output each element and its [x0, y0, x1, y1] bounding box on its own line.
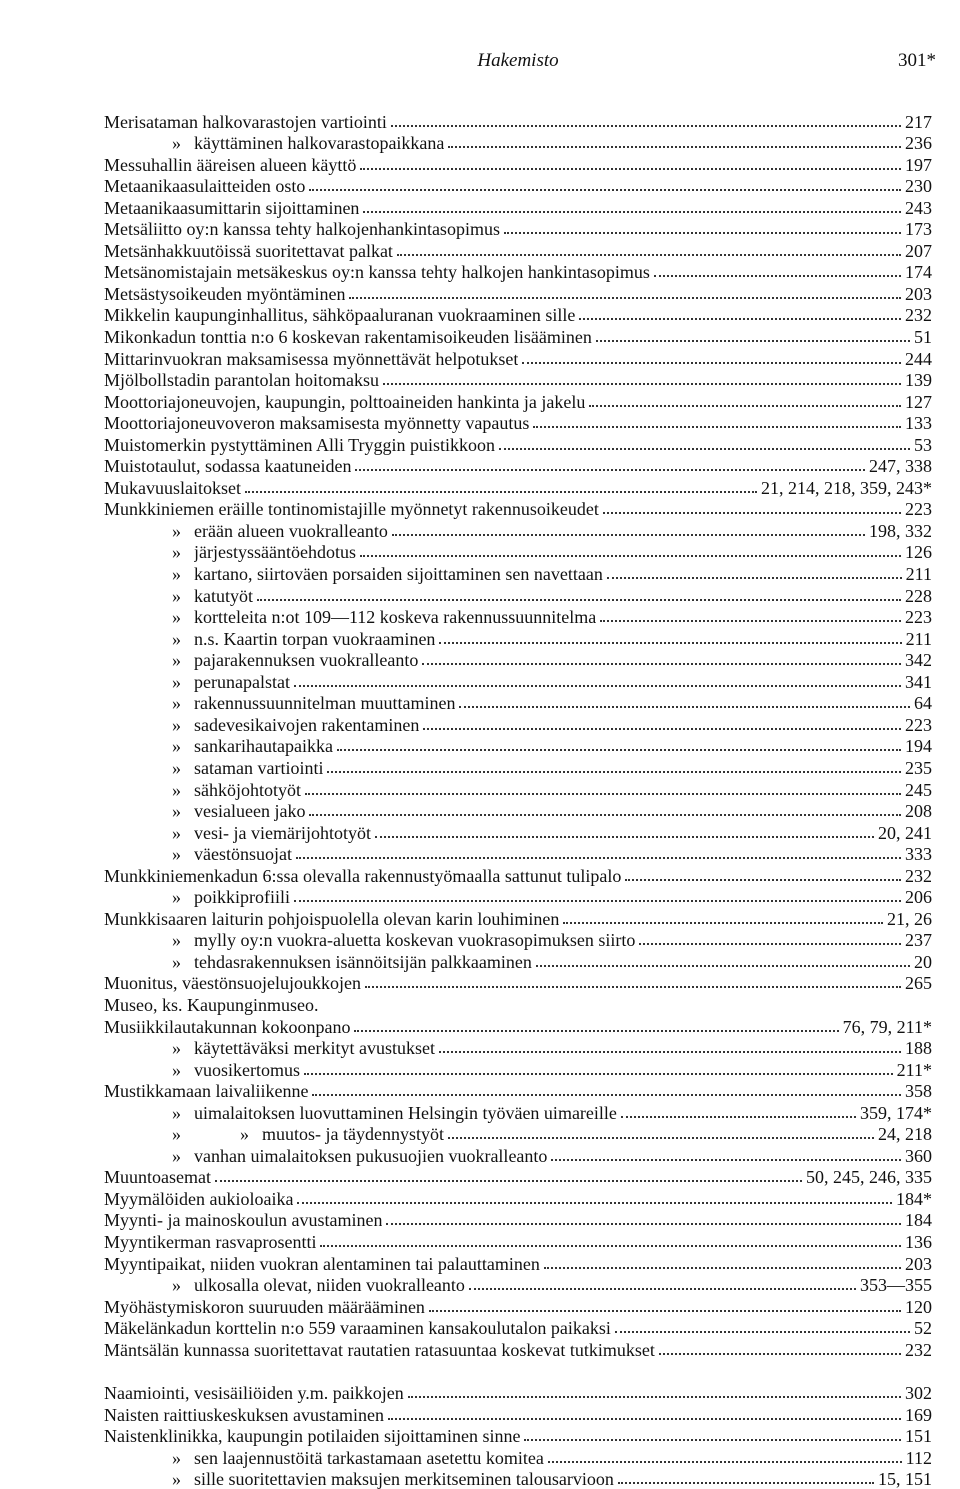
entry-text: Metsäliitto oy:n kanssa tehty halkojenhankintasopimus — [104, 219, 500, 240]
entry-text: muutos- ja täydennystyöt — [262, 1124, 444, 1145]
entry-text: Metaanikaasumittarin sijoittaminen — [104, 197, 360, 218]
ditto-mark: » — [172, 951, 181, 972]
dot-leader — [536, 965, 910, 967]
index-entry — [104, 132, 932, 154]
index-entry — [104, 1468, 932, 1489]
index-entry — [104, 972, 932, 994]
index-entry — [104, 584, 932, 606]
dot-leader — [429, 1310, 901, 1312]
dot-leader — [305, 793, 901, 795]
entry-pages: 232 — [905, 1339, 932, 1360]
entry-pages: 207 — [905, 240, 932, 261]
entry-pages: 236 — [905, 133, 932, 154]
entry-text: Mittarinvuokran maksamisessa myönnettävät helpotukset — [104, 348, 519, 369]
dot-leader — [579, 318, 901, 320]
index-entry — [104, 390, 932, 412]
entry-text: Myymälöiden aukioloaika — [104, 1188, 294, 1209]
entry-text: sataman vartiointi — [194, 757, 324, 778]
entry-pages: 50, 245, 246, 335 — [806, 1167, 932, 1188]
index-entry — [104, 821, 932, 843]
index-entry — [104, 1446, 932, 1468]
entry-text: sankarihautapaikka — [194, 736, 333, 757]
entry-pages: 184* — [896, 1188, 932, 1209]
entry-text: pajarakennuksen vuokralleanto — [194, 650, 419, 671]
index-entry — [104, 541, 932, 563]
index-entry — [104, 175, 932, 197]
dot-leader — [422, 663, 901, 665]
dot-leader — [365, 986, 901, 988]
index-entry — [104, 239, 932, 261]
entry-pages: 64 — [914, 693, 932, 714]
index-entry — [104, 649, 932, 671]
ditto-mark: » — [172, 757, 181, 778]
index-entry — [104, 1015, 932, 1037]
dot-leader — [215, 1180, 802, 1182]
entry-pages: 245 — [905, 779, 932, 800]
index-entry — [104, 713, 932, 735]
index-entry — [104, 950, 932, 972]
dot-leader — [304, 1073, 893, 1075]
dot-leader — [388, 1418, 901, 1420]
dot-leader — [383, 383, 901, 385]
index-entry — [104, 369, 932, 391]
entry-text: erään alueen vuokralleanto — [194, 520, 388, 541]
entry-text: tehdasrakennuksen isännöitsijän palkkaaminen — [194, 951, 532, 972]
ditto-mark: » — [172, 887, 181, 908]
index-entry — [104, 1101, 932, 1123]
dot-leader — [659, 1353, 901, 1355]
entry-text: Myyntikerman rasvaprosentti — [104, 1231, 317, 1252]
entry-pages: 230 — [905, 176, 932, 197]
index-entry — [104, 455, 932, 477]
entry-pages: 112 — [905, 1447, 932, 1468]
dot-leader — [296, 857, 901, 859]
entry-pages: 21, 26 — [887, 908, 932, 929]
ditto-mark: » — [172, 1275, 181, 1296]
entry-text: Metsänomistajain metsäkeskus oy:n kanssa tehty halkojen hankintasopimus — [104, 262, 650, 283]
index-entry — [104, 1425, 932, 1447]
entry-pages: 223 — [905, 499, 932, 520]
dot-leader — [257, 599, 901, 601]
entry-text: Mjölbollstadin parantolan hoitomaksu — [104, 370, 379, 391]
entry-pages: 359, 174* — [860, 1102, 932, 1123]
entry-pages: 232 — [905, 305, 932, 326]
entry-pages: 169 — [905, 1404, 932, 1425]
dot-leader — [654, 275, 901, 277]
page-number: 301* — [898, 50, 936, 71]
entry-text: käytettäväksi merkityt avustukset — [194, 1038, 435, 1059]
ditto-mark: » — [172, 930, 181, 951]
entry-text: Munkkisaaren laiturin pohjoispuolella olevan karin louhiminen — [104, 908, 560, 929]
ditto-mark: » — [172, 693, 181, 714]
entry-text: sen laajennustöitä tarkastamaan asetettu komitea — [194, 1447, 544, 1468]
dot-leader — [386, 1223, 901, 1225]
index-entry — [104, 498, 932, 520]
entry-pages: 139 — [905, 370, 932, 391]
dot-leader — [408, 1396, 901, 1398]
ditto-mark: » — [172, 607, 181, 628]
index-entry — [104, 1144, 932, 1166]
entry-text: Mäntsälän kunnassa suoritettavat rautatien ratasuuntaa koskevat tutkimukset — [104, 1339, 655, 1360]
entry-pages: 203 — [905, 1253, 932, 1274]
ditto-mark: » — [172, 1447, 181, 1468]
ditto-mark: » — [172, 628, 181, 649]
entry-pages: 208 — [905, 801, 932, 822]
entry-pages: 203 — [905, 283, 932, 304]
ditto-mark: » — [172, 779, 181, 800]
entry-text: Myynti- ja mainoskoulun avustaminen — [104, 1210, 383, 1231]
entry-pages: 21, 214, 218, 359, 243* — [761, 477, 932, 498]
index-entry — [104, 1209, 932, 1231]
dot-leader — [621, 1116, 856, 1118]
entry-pages: 358 — [905, 1081, 932, 1102]
entry-text: rakennussuunnitelman muuttaminen — [194, 693, 456, 714]
entry-text: Mäkelänkadun korttelin n:o 559 varaaminen kansakoulutalon paikaksi — [104, 1318, 611, 1339]
ditto-mark: » — [172, 671, 181, 692]
index-entry — [104, 1187, 932, 1209]
entry-text: mylly oy:n vuokra-aluetta koskevan vuokrasopimuksen siirto — [194, 930, 636, 951]
index-entry — [104, 562, 932, 584]
entry-pages: 223 — [905, 607, 932, 628]
entry-pages: 235 — [905, 757, 932, 778]
entry-text: Mikkelin kaupunginhallitus, sähköpaaluranan vuokraaminen sille — [104, 305, 576, 326]
dot-leader — [499, 448, 910, 450]
index-entry — [104, 1295, 932, 1317]
index-entry — [104, 282, 932, 304]
entry-pages: 232 — [905, 865, 932, 886]
dot-leader — [355, 469, 865, 471]
dot-leader — [448, 1137, 874, 1139]
entry-text: perunapalstat — [194, 671, 290, 692]
entry-pages: 120 — [905, 1296, 932, 1317]
index-entry — [104, 692, 932, 714]
dot-leader — [600, 620, 901, 622]
index-entry — [104, 627, 932, 649]
dot-leader — [337, 749, 901, 751]
entry-text: Naistenklinikka, kaupungin potilaiden sijoittaminen sinne — [104, 1426, 521, 1447]
index-entry — [104, 735, 932, 757]
index-entry — [104, 993, 932, 1015]
dot-leader — [363, 211, 901, 213]
ditto-mark: » — [172, 650, 181, 671]
entry-text: Muistomerkin pystyttäminen Alli Tryggin puistikkoon — [104, 434, 496, 455]
ditto-mark: » — [172, 1469, 181, 1489]
entry-pages: 243 — [905, 197, 932, 218]
entry-pages: 206 — [905, 887, 932, 908]
entry-text: Moottoriajoneuvojen, kaupungin, polttoaineiden hankinta ja jakelu — [104, 391, 586, 412]
ditto-mark: » — [172, 1102, 181, 1123]
entry-pages: 133 — [905, 413, 932, 434]
entry-text: n.s. Kaartin torpan vuokraaminen — [194, 628, 436, 649]
index-entry — [104, 670, 932, 692]
ditto-mark: » — [172, 133, 181, 154]
index-entry — [104, 929, 932, 951]
ditto-mark: » — [172, 801, 181, 822]
entry-text: Musiikkilautakunnan kokoonpano — [104, 1016, 351, 1037]
entry-text: Messuhallin ääreisen alueen käyttö — [104, 154, 357, 175]
entry-text: kartano, siirtoväen porsaiden sijoittaminen sen navettaan — [194, 564, 603, 585]
index-entry — [104, 1123, 932, 1145]
entry-pages: 342 — [905, 650, 932, 671]
index-entry — [104, 110, 932, 132]
entry-pages: 237 — [905, 930, 932, 951]
entry-pages: 341 — [905, 671, 932, 692]
index-entry — [104, 1080, 932, 1102]
dot-leader — [294, 685, 901, 687]
dot-leader — [533, 426, 901, 428]
entry-text: sille suoritettavien maksujen merkitseminen talousarvioon — [194, 1469, 614, 1489]
entry-text: Merisataman halkovarastojen vartiointi — [104, 111, 387, 132]
dot-leader — [439, 1051, 901, 1053]
dot-leader — [469, 1288, 856, 1290]
dot-leader — [245, 491, 757, 493]
ditto-mark: » — [240, 1124, 249, 1145]
dot-leader — [607, 577, 902, 579]
index-entry — [104, 800, 932, 822]
entry-text: poikkiprofiili — [194, 887, 290, 908]
entry-text: katutyöt — [194, 585, 253, 606]
entry-pages: 52 — [914, 1318, 932, 1339]
dot-leader — [391, 125, 901, 127]
ditto-mark: » — [172, 520, 181, 541]
index-entry — [104, 153, 932, 175]
entry-pages: 211 — [905, 628, 932, 649]
index-entry — [104, 519, 932, 541]
ditto-mark: » — [172, 1124, 181, 1145]
entry-text: vuosikertomus — [194, 1059, 300, 1080]
entry-pages: 173 — [905, 219, 932, 240]
entry-pages: 211* — [896, 1059, 932, 1080]
dot-leader — [309, 814, 901, 816]
dot-leader — [327, 771, 901, 773]
entry-pages: 24, 218 — [878, 1124, 932, 1145]
entry-text: Mustikkamaan laivaliikenne — [104, 1081, 309, 1102]
entry-text: Metsänhakkuutöissä suoritettavat palkat — [104, 240, 393, 261]
index-entry — [104, 433, 932, 455]
entry-text: Muuntoasemat — [104, 1167, 211, 1188]
dot-leader — [349, 297, 901, 299]
entry-pages: 217 — [905, 111, 932, 132]
entry-pages: 360 — [905, 1145, 932, 1166]
entry-text: Mukavuuslaitokset — [104, 477, 241, 498]
entry-text: uimalaitoksen luovuttaminen Helsingin työväen uimareille — [194, 1102, 617, 1123]
entry-text: Myöhästymiskoron suuruuden määrääminen — [104, 1296, 425, 1317]
index-entry — [104, 325, 932, 347]
index-entry — [104, 756, 932, 778]
entry-text: Naisten raittiuskeskuksen avustaminen — [104, 1404, 384, 1425]
ditto-mark: » — [172, 1145, 181, 1166]
index-entry — [104, 1230, 932, 1252]
dot-leader — [297, 1202, 892, 1204]
ditto-mark: » — [172, 736, 181, 757]
entry-text: sähköjohtotyöt — [194, 779, 301, 800]
entry-pages: 20 — [914, 951, 932, 972]
index-entry — [104, 1317, 932, 1339]
entry-text: vesialueen jako — [194, 801, 306, 822]
entry-pages: 228 — [905, 585, 932, 606]
index-entry — [104, 606, 932, 628]
dot-leader — [504, 232, 901, 234]
dot-leader — [563, 922, 883, 924]
entry-pages: 211 — [905, 564, 932, 585]
index-entry — [104, 196, 932, 218]
page-header — [100, 50, 936, 76]
entry-pages: 53 — [914, 434, 932, 455]
index-entry — [104, 907, 932, 929]
dot-leader — [375, 836, 874, 838]
entry-text: Munkkiniemen eräille tontinomistajille myönnetyt rakennusoikeudet — [104, 499, 599, 520]
entry-pages: 244 — [905, 348, 932, 369]
index-entry — [104, 1274, 932, 1296]
entry-text: vesi- ja viemärijohtotyöt — [194, 822, 371, 843]
dot-leader — [459, 706, 910, 708]
dot-leader — [360, 168, 901, 170]
dot-leader — [354, 1030, 838, 1032]
entry-pages: 247, 338 — [869, 456, 932, 477]
entry-pages: 76, 79, 211* — [842, 1016, 932, 1037]
entry-pages: 184 — [905, 1210, 932, 1231]
dot-leader — [439, 642, 901, 644]
dot-leader — [544, 1267, 901, 1269]
entry-pages: 127 — [905, 391, 932, 412]
index-list — [104, 110, 932, 1489]
entry-pages: 194 — [905, 736, 932, 757]
ditto-mark: » — [172, 542, 181, 563]
dot-leader — [596, 340, 910, 342]
ditto-mark: » — [172, 1059, 181, 1080]
index-entry — [104, 1037, 932, 1059]
index-entry — [104, 476, 932, 498]
index-entry — [104, 864, 932, 886]
entry-text: ulkosalla olevat, niiden vuokralleanto — [194, 1275, 465, 1296]
entry-pages: 20, 241 — [878, 822, 932, 843]
entry-text: Myyntipaikat, niiden vuokran alentaminen tai palauttaminen — [104, 1253, 540, 1274]
dot-leader — [589, 405, 901, 407]
ditto-mark: » — [172, 822, 181, 843]
entry-pages: 197 — [905, 154, 932, 175]
index-entry — [104, 1338, 932, 1360]
index-entry — [104, 304, 932, 326]
dot-leader — [448, 146, 901, 148]
ditto-mark: » — [172, 564, 181, 585]
ditto-mark: » — [172, 714, 181, 735]
index-entry — [104, 218, 932, 240]
entry-pages: 15, 151 — [878, 1469, 932, 1489]
entry-text: kortteleita n:ot 109—112 koskeva rakennussuunnitelma — [194, 607, 597, 628]
entry-text: väestönsuojat — [194, 844, 292, 865]
ditto-mark: » — [172, 1038, 181, 1059]
entry-pages: 51 — [914, 327, 932, 348]
entry-pages: 302 — [905, 1383, 932, 1404]
dot-leader — [309, 189, 901, 191]
index-entry — [104, 886, 932, 908]
entry-pages: 174 — [905, 262, 932, 283]
entry-pages: 188 — [905, 1038, 932, 1059]
dot-leader — [603, 512, 901, 514]
ditto-mark: » — [172, 844, 181, 865]
dot-leader — [320, 1245, 901, 1247]
index-entry — [104, 1403, 932, 1425]
running-title: Hakemisto — [477, 50, 559, 71]
dot-leader — [360, 555, 901, 557]
dot-leader — [294, 900, 901, 902]
entry-text: Naamiointi, vesisäiliöiden y.m. paikkojen — [104, 1383, 404, 1404]
entry-pages: 151 — [905, 1426, 932, 1447]
dot-leader — [423, 728, 901, 730]
dot-leader — [625, 879, 901, 881]
index-entry — [104, 347, 932, 369]
index-entry — [104, 261, 932, 283]
entry-text: järjestyssääntöehdotus — [194, 542, 356, 563]
entry-text: käyttäminen halkovarastopaikkana — [194, 133, 445, 154]
dot-leader — [639, 943, 901, 945]
entry-pages: 333 — [905, 844, 932, 865]
dot-leader — [312, 1094, 901, 1096]
entry-text: Moottoriajoneuvoveron maksamisesta myönnetty vapautus — [104, 413, 530, 434]
entry-text: Muonitus, väestönsuojelujoukkojen — [104, 973, 361, 994]
dot-leader — [524, 1439, 901, 1441]
index-entry — [104, 778, 932, 800]
dot-leader — [615, 1331, 910, 1333]
index-entry — [104, 1166, 932, 1188]
entry-pages: 136 — [905, 1231, 932, 1252]
entry-pages: 353—355 — [860, 1275, 932, 1296]
entry-text: sadevesikaivojen rakentaminen — [194, 714, 420, 735]
entry-text: Mikonkadun tonttia n:o 6 koskevan rakentamisoikeuden lisääminen — [104, 327, 592, 348]
entry-pages: 265 — [905, 973, 932, 994]
dot-leader — [522, 362, 901, 364]
entry-pages: 126 — [905, 542, 932, 563]
dot-leader — [548, 1461, 902, 1463]
index-entry — [104, 1382, 932, 1404]
index-entry — [104, 1252, 932, 1274]
entry-pages: 223 — [905, 714, 932, 735]
index-entry — [104, 412, 932, 434]
index-entry — [104, 1058, 932, 1080]
entry-text: Museo, ks. Kaupunginmuseo. — [104, 994, 319, 1015]
index-entry — [104, 843, 932, 865]
entry-text: Munkkiniemenkadun 6:ssa olevalla rakennustyömaalla sattunut tulipalo — [104, 865, 622, 886]
dot-leader — [397, 254, 901, 256]
entry-pages: 198, 332 — [869, 520, 932, 541]
dot-leader — [618, 1482, 874, 1484]
entry-text: Metaanikaasulaitteiden osto — [104, 176, 306, 197]
dot-leader — [551, 1159, 901, 1161]
ditto-mark: » — [172, 585, 181, 606]
entry-text: Muistotaulut, sodassa kaatuneiden — [104, 456, 352, 477]
entry-text: vanhan uimalaitoksen pukusuojien vuokralleanto — [194, 1145, 548, 1166]
dot-leader — [392, 534, 865, 536]
entry-text: Metsästysoikeuden myöntäminen — [104, 283, 346, 304]
